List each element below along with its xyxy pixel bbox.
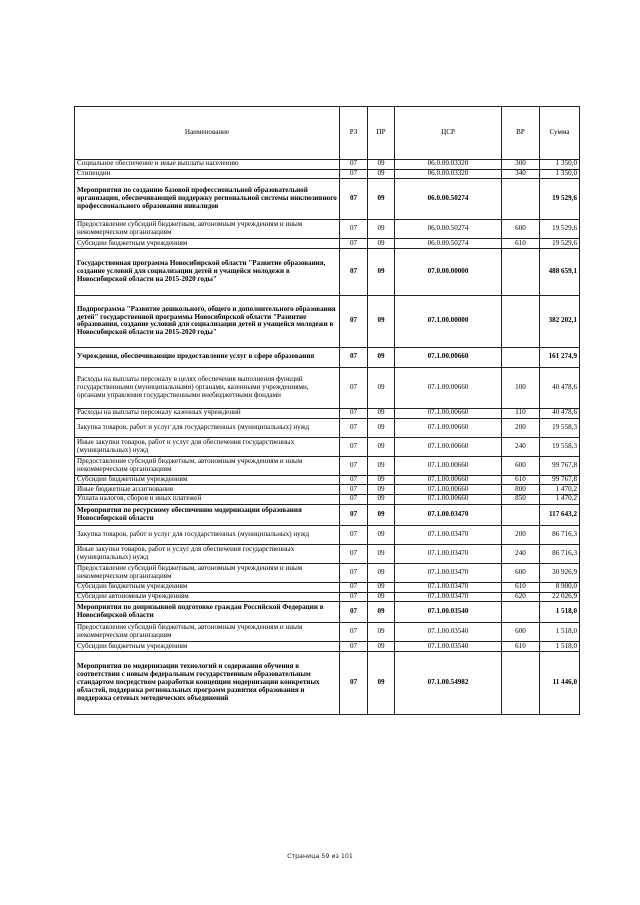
cell-csr: 07.1.00.00660	[395, 475, 502, 485]
cell-name: Субсидии бюджетным учреждениям	[75, 475, 340, 485]
cell-csr: 07.1.00.00660	[395, 418, 502, 437]
header-csr: ЦСР	[395, 107, 502, 160]
table-row	[75, 525, 580, 544]
cell-rz: 07	[340, 220, 368, 239]
cell-pr: 09	[368, 544, 395, 563]
cell-csr: 07.1.00.00660	[395, 437, 502, 456]
cell-sum: 1 470,2	[540, 495, 580, 505]
cell-sum: 382 202,1	[540, 295, 580, 347]
cell-rz: 07	[340, 582, 368, 592]
cell-vr: 240	[502, 544, 540, 563]
cell-csr: 06.0.00.50274	[395, 220, 502, 239]
cell-csr: 07.1.00.03470	[395, 504, 502, 525]
table-row	[75, 602, 580, 623]
cell-rz: 07	[340, 525, 368, 544]
cell-pr: 09	[368, 475, 395, 485]
cell-name: Предоставление субсидий бюджетным, автономным учреждениям и иным некоммерческим организациям	[75, 563, 340, 582]
cell-csr: 07.1.00.00660	[395, 456, 502, 475]
cell-pr: 09	[368, 456, 395, 475]
cell-vr: 610	[502, 642, 540, 652]
cell-sum: 99 767,8	[540, 475, 580, 485]
cell-pr: 09	[368, 642, 395, 652]
cell-name: Мероприятия по ресурсному обеспечению модернизации образования Новосибирской области	[75, 504, 340, 525]
cell-pr: 09	[368, 602, 395, 623]
table-row	[75, 347, 580, 367]
cell-name: Расходы на выплаты персоналу в целях обеспечения выполнения функций государственными (муниципальными) органами, казенными учреждениями, органами управления государственными внебюджетными фондами	[75, 367, 340, 408]
cell-vr: 800	[502, 485, 540, 495]
cell-sum: 19 558,3	[540, 437, 580, 456]
cell-vr: 610	[502, 239, 540, 249]
cell-vr	[502, 295, 540, 347]
cell-rz: 07	[340, 437, 368, 456]
cell-sum: 19 529,6	[540, 179, 580, 220]
table-row	[75, 408, 580, 418]
cell-csr: 07.1.00.00660	[395, 367, 502, 408]
cell-sum: 40 478,6	[540, 408, 580, 418]
cell-csr: 07.1.00.03540	[395, 602, 502, 623]
cell-pr: 09	[368, 582, 395, 592]
cell-sum: 19 558,3	[540, 418, 580, 437]
cell-pr: 09	[368, 651, 395, 714]
cell-sum: 1 470,2	[540, 485, 580, 495]
cell-vr: 600	[502, 563, 540, 582]
cell-vr: 600	[502, 220, 540, 239]
cell-rz: 07	[340, 408, 368, 418]
table-row	[75, 563, 580, 582]
cell-name: Учреждения, обеспечивающие предоставление услуг в сфере образования	[75, 347, 340, 367]
cell-name: Иные закупки товаров, работ и услуг для обеспечения государственных (муниципальных) нужд	[75, 437, 340, 456]
cell-sum: 19 529,6	[540, 220, 580, 239]
table-row	[75, 418, 580, 437]
cell-rz: 07	[340, 602, 368, 623]
cell-name: Государственная программа Новосибирской области "Развитие образования, создание условий для социализации детей и учащейся молодежи в Новосибирской области на 2015-2020 годы"	[75, 248, 340, 295]
table-row	[75, 295, 580, 347]
cell-vr: 850	[502, 495, 540, 505]
cell-sum: 99 767,8	[540, 456, 580, 475]
table-header-row	[75, 107, 580, 160]
cell-sum: 19 529,6	[540, 239, 580, 249]
cell-sum: 1 518,0	[540, 623, 580, 642]
cell-rz: 07	[340, 456, 368, 475]
cell-pr: 09	[368, 248, 395, 295]
cell-rz: 07	[340, 651, 368, 714]
cell-csr: 06.0.00.03320	[395, 159, 502, 169]
cell-csr: 07.1.00.54982	[395, 651, 502, 714]
cell-vr: 340	[502, 169, 540, 179]
cell-pr: 09	[368, 169, 395, 179]
table-row	[75, 504, 580, 525]
cell-sum: 86 716,3	[540, 525, 580, 544]
cell-vr: 110	[502, 408, 540, 418]
cell-vr: 100	[502, 367, 540, 408]
cell-sum: 117 643,2	[540, 504, 580, 525]
cell-pr: 09	[368, 495, 395, 505]
cell-csr: 07.0.00.00000	[395, 248, 502, 295]
cell-rz: 07	[340, 169, 368, 179]
cell-pr: 09	[368, 367, 395, 408]
cell-pr: 09	[368, 623, 395, 642]
cell-csr: 07.1.00.03470	[395, 592, 502, 602]
table-row	[75, 623, 580, 642]
header-name: Наименование	[75, 107, 340, 160]
cell-name: Субсидии бюджетным учреждениям	[75, 239, 340, 249]
cell-name: Закупка товаров, работ и услуг для государственных (муниципальных) нужд	[75, 418, 340, 437]
cell-csr: 06.0.00.50274	[395, 239, 502, 249]
cell-vr	[502, 179, 540, 220]
cell-rz: 07	[340, 592, 368, 602]
cell-csr: 07.1.00.00660	[395, 408, 502, 418]
cell-csr: 07.1.00.00660	[395, 495, 502, 505]
table-row	[75, 437, 580, 456]
cell-csr: 07.1.00.03540	[395, 642, 502, 652]
cell-rz: 07	[340, 248, 368, 295]
table-row	[75, 159, 580, 169]
table-row	[75, 367, 580, 408]
cell-rz: 07	[340, 347, 368, 367]
cell-pr: 09	[368, 239, 395, 249]
cell-sum: 488 659,1	[540, 248, 580, 295]
cell-vr	[502, 248, 540, 295]
cell-rz: 07	[340, 179, 368, 220]
cell-csr: 07.1.00.03470	[395, 563, 502, 582]
cell-name: Расходы на выплаты персоналу казенных учреждений	[75, 408, 340, 418]
table-row	[75, 495, 580, 505]
table-row	[75, 642, 580, 652]
cell-sum: 40 478,6	[540, 367, 580, 408]
header-pr: ПР	[368, 107, 395, 160]
cell-rz: 07	[340, 418, 368, 437]
cell-pr: 09	[368, 563, 395, 582]
cell-rz: 07	[340, 495, 368, 505]
cell-pr: 09	[368, 347, 395, 367]
cell-rz: 07	[340, 295, 368, 347]
cell-sum: 1 518,0	[540, 602, 580, 623]
cell-rz: 07	[340, 239, 368, 249]
cell-vr: 610	[502, 582, 540, 592]
cell-name: Стипендии	[75, 169, 340, 179]
cell-sum: 1 350,0	[540, 169, 580, 179]
cell-csr: 07.1.00.03540	[395, 623, 502, 642]
cell-csr: 06.0.00.50274	[395, 179, 502, 220]
cell-sum: 1 350,0	[540, 159, 580, 169]
cell-pr: 09	[368, 437, 395, 456]
cell-rz: 07	[340, 475, 368, 485]
cell-pr: 09	[368, 159, 395, 169]
cell-sum: 11 446,0	[540, 651, 580, 714]
cell-rz: 07	[340, 623, 368, 642]
header-vr: ВР	[502, 107, 540, 160]
cell-csr: 06.0.00.03320	[395, 169, 502, 179]
cell-vr: 620	[502, 592, 540, 602]
cell-rz: 07	[340, 642, 368, 652]
cell-sum: 8 900,0	[540, 582, 580, 592]
cell-vr	[502, 347, 540, 367]
cell-pr: 09	[368, 295, 395, 347]
cell-name: Субсидии бюджетным учреждениям	[75, 582, 340, 592]
cell-vr: 600	[502, 623, 540, 642]
cell-csr: 07.1.00.03470	[395, 525, 502, 544]
cell-pr: 09	[368, 485, 395, 495]
cell-csr: 07.1.00.03470	[395, 544, 502, 563]
cell-vr: 600	[502, 456, 540, 475]
cell-name: Субсидии автономным учреждениям	[75, 592, 340, 602]
cell-sum: 1 518,0	[540, 642, 580, 652]
cell-pr: 09	[368, 179, 395, 220]
table-row	[75, 582, 580, 592]
cell-pr: 09	[368, 220, 395, 239]
cell-name: Субсидии бюджетным учреждениям	[75, 642, 340, 652]
cell-pr: 09	[368, 408, 395, 418]
cell-vr: 200	[502, 418, 540, 437]
cell-sum: 86 716,3	[540, 544, 580, 563]
cell-name: Закупка товаров, работ и услуг для государственных (муниципальных) нужд	[75, 525, 340, 544]
table-row	[75, 248, 580, 295]
table-row	[75, 456, 580, 475]
cell-name: Предоставление субсидий бюджетным, автономным учреждениям и иным некоммерческим организациям	[75, 220, 340, 239]
cell-name: Предоставление субсидий бюджетным, автономным учреждениям и иным некоммерческим организациям	[75, 623, 340, 642]
table-row	[75, 239, 580, 249]
cell-pr: 09	[368, 418, 395, 437]
cell-sum: 22 026,9	[540, 592, 580, 602]
cell-rz: 07	[340, 544, 368, 563]
cell-vr: 610	[502, 475, 540, 485]
cell-name: Уплата налогов, сборов и иных платежей	[75, 495, 340, 505]
cell-pr: 09	[368, 504, 395, 525]
table-row	[75, 651, 580, 714]
page-number: Страница 59 из 101	[287, 853, 353, 860]
cell-name: Социальное обеспечение и иные выплаты населению	[75, 159, 340, 169]
cell-name: Мероприятия по созданию базовой профессиональной образовательной организации, обеспечивающей поддержку региональной системы инклюзивного профессионального образования инвалидов	[75, 179, 340, 220]
table-row	[75, 169, 580, 179]
cell-sum: 161 274,9	[540, 347, 580, 367]
cell-csr: 07.1.00.00660	[395, 485, 502, 495]
cell-rz: 07	[340, 485, 368, 495]
cell-csr: 07.1.00.00660	[395, 347, 502, 367]
table-row	[75, 179, 580, 220]
cell-name: Мероприятия по модернизации технологий и содержания обучения в соответствии с новым федеральным государственным образовательным стандартом посредством разработки концепции модернизации конкретных областей, поддержка региональных программ развития образования и поддержка сетевых методических объединений	[75, 651, 340, 714]
budget-table	[74, 106, 580, 715]
cell-vr: 200	[502, 525, 540, 544]
cell-name: Иные закупки товаров, работ и услуг для обеспечения государственных (муниципальных) нужд	[75, 544, 340, 563]
cell-vr: 300	[502, 159, 540, 169]
cell-rz: 07	[340, 159, 368, 169]
header-rz: РЗ	[340, 107, 368, 160]
cell-name: Иные бюджетные ассигнования	[75, 485, 340, 495]
table-row	[75, 592, 580, 602]
cell-rz: 07	[340, 563, 368, 582]
cell-rz: 07	[340, 367, 368, 408]
cell-sum: 30 926,9	[540, 563, 580, 582]
cell-vr: 240	[502, 437, 540, 456]
cell-name: Предоставление субсидий бюджетным, автономным учреждениям и иным некоммерческим организациям	[75, 456, 340, 475]
table-row	[75, 544, 580, 563]
cell-vr	[502, 602, 540, 623]
cell-name: Мероприятия по допризывной подготовке граждан Российской Федерации в Новосибирской области	[75, 602, 340, 623]
cell-pr: 09	[368, 592, 395, 602]
cell-rz: 07	[340, 504, 368, 525]
cell-csr: 07.1.00.00000	[395, 295, 502, 347]
table-row	[75, 475, 580, 485]
table-row	[75, 485, 580, 495]
cell-pr: 09	[368, 525, 395, 544]
header-sum: Сумма	[540, 107, 580, 160]
cell-vr	[502, 504, 540, 525]
cell-csr: 07.1.00.03470	[395, 582, 502, 592]
table-row	[75, 220, 580, 239]
table-body	[75, 159, 580, 714]
cell-name: Подпрограмма "Развитие дошкольного, общего и дополнительного образования детей" государственной программы Новосибирской области "Развитие образования, создание условий для социализации детей и учащейся молодежи в Новосибирской области на 2015-2020 годы"	[75, 295, 340, 347]
cell-vr	[502, 651, 540, 714]
